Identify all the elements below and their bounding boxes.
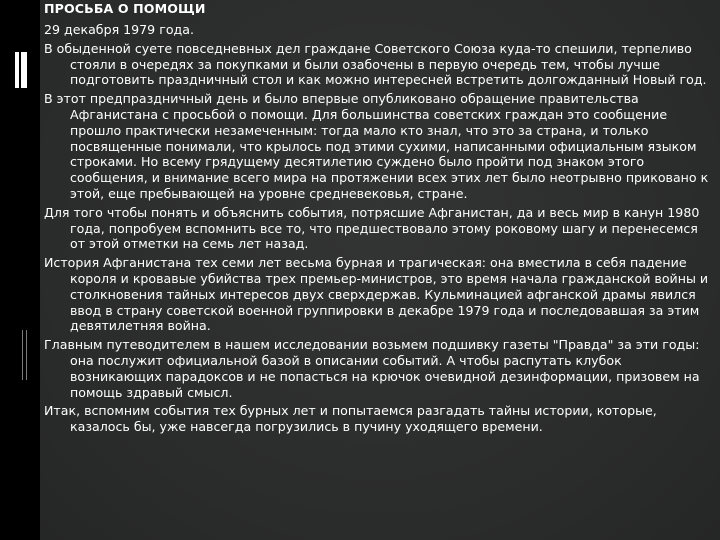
paragraph: В этот предпраздничный день и было впервые опубликовано обращение правительства Афганистана с просьбой о помощи. Для большинства советских граждан это сообщение прошло практически незамеченным: тогда мало кто знал, что это за страна, и только посвященные понимали, что крылось под этими сухими, написанными официальным языком строками. Но всему грядущему десятилетию суждено было пройти под знаком этого сообщения, и внимание всего мира на протяжении всех этих лет было неотрывно приковано к этой, еще пребывающей на уровне средневековья, стране. bbox=[44, 91, 709, 201]
rail-accent-bar bbox=[15, 52, 19, 88]
paragraph: В обыденной суете повседневных дел граждане Советского Союза куда-то спешили, терпеливо стояли в очередях за покупками и были озабочены в первую очередь тем, чтобы лучше подготовить праздничный стол и как можно интересней встретить долгожданный Новый год. bbox=[44, 40, 707, 88]
rail-accent-bar bbox=[21, 52, 27, 88]
paragraph: Итак, вспомним события тех бурных лет и попытаемся разгадать тайны истории, которые, казалось бы, уже навсегда погрузились в пучину уходящего времени. bbox=[44, 403, 657, 435]
paragraph: История Афганистана тех семи лет весьма бурная и трагическая: она вместила в себя падение короля и кровавые убийства трех премьер-министров, это время начала гражданской войны и столкновения тайных интересов двух сверхдержав. Кульминацией афганской драмы явился ввод в страну советской военной группировки в декабре 1979 года и последовавшая за этим девятилетняя война. bbox=[44, 255, 709, 334]
rail-thin-line bbox=[26, 330, 27, 380]
slide-content bbox=[44, 1, 716, 438]
paragraph: Для того чтобы понять и объяснить события, потрясшие Афганистан, да и весь мир в канун 1980 года, попробуем вспомнить все то, что предшествовало этому роковому шагу и перенесемся от этой отметки на семь лет назад. bbox=[44, 204, 700, 252]
paragraph: Главным путеводителем в нашем исследовании возьмем подшивку газеты "Правда" за эти годы: она послужит официальной базой в описании событий. А чтобы распутать клубок возникающих парадоксов и не попасться на крючок очевидной дезинформации, призовем на помощь здравый смысл. bbox=[44, 337, 700, 400]
rail-thin-line bbox=[22, 330, 23, 380]
slide-date: 29 декабря 1979 года. bbox=[44, 22, 194, 37]
left-decorative-rail bbox=[0, 0, 40, 540]
slide-panel bbox=[40, 0, 720, 540]
slide-title: ПРОСЬБА О ПОМОЩИ bbox=[44, 1, 206, 16]
